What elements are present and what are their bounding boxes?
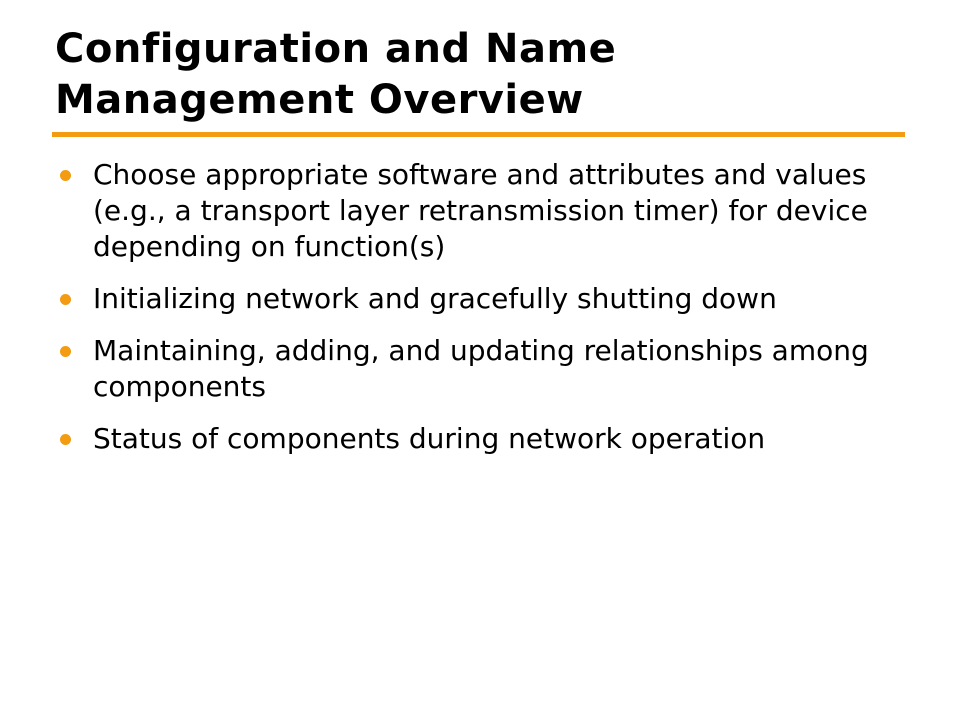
bullet-item [0, 281, 960, 317]
slide-title: Configuration and Name Management Overview [55, 26, 617, 123]
bullet-dot-icon [60, 346, 71, 357]
bullet-item [0, 333, 960, 405]
bullet-item [0, 157, 960, 265]
bullet-dot-icon [60, 294, 71, 305]
bullet-dot-icon [60, 170, 71, 181]
bullet-text: Status of components during network operation [93, 422, 766, 455]
title-underline [52, 132, 905, 137]
bullet-dot-icon [60, 434, 71, 445]
bullet-text: Choose appropriate software and attributes and values (e.g., a transport layer retransmission timer) for device depending on function(s) [93, 158, 868, 263]
bullet-text: Initializing network and gracefully shutting down [93, 282, 777, 315]
bullet-list [0, 157, 960, 473]
bullet-text: Maintaining, adding, and updating relationships among components [93, 334, 869, 403]
bullet-item [0, 421, 960, 457]
